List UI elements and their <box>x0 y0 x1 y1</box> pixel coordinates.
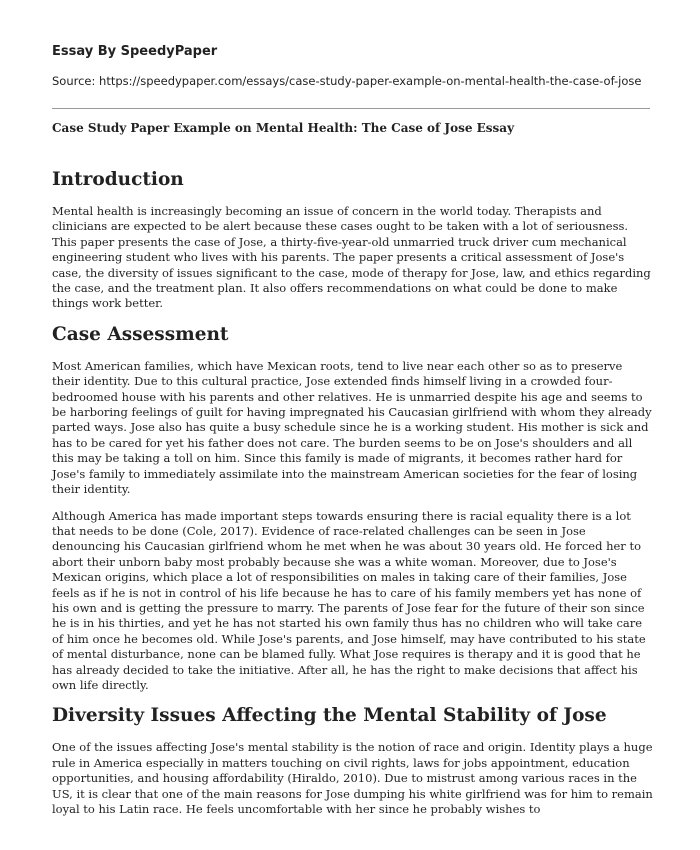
paragraph: Mental health is increasingly becoming an issue of concern in the world today. Therapists and clinicians are expected to be alert because these cases ought to be taken with a lot of seriousness. This paper presents the case of Jose, a thirty-five-year-old unmarried truck driver cum mechanical engineering student who lives with his parents. The paper presents a critical assessment of Jose's case, the diversity of issues significant to the case, mode of therapy for Jose, law, and ethics regarding the case, and the treatment plan. It also offers recommendations on what could be done to make things work better. <box>52 204 651 311</box>
document-title: Case Study Paper Example on Mental Health: The Case of Jose Essay <box>52 121 515 135</box>
paragraph: One of the issues affecting Jose's mental stability is the notion of race and origin. Identity plays a huge rule in America especially in matters touching on civil rights, laws for jobs appointment, education opportunities, and housing affordability (Hiraldo, 2010). Due to mistrust among various races in the US, it is clear that one of the main reasons for Jose dumping his white girlfriend was for him to remain loyal to his Latin race. He feels uncomfortable with her since he probably wishes to <box>52 740 653 816</box>
section-heading-case-assessment: Case Assessment <box>52 323 229 345</box>
paragraph: Although America has made important steps towards ensuring there is racial equality there is a lot that needs to be done (Cole, 2017). Evidence of race-related challenges can be seen in Jose denouncing his Caucasian girlfriend whom he met when he was about 30 years old. He forced her to abort their unborn baby most probably because she was a white woman. Moreover, due to Jose's Mexican origins, which place a lot of responsibilities on males in taking care of their families, Jose feels as if he is not in control of his life because he has to care of his family members yet has none of his own and is getting the pressure to marry. The parents of Jose fear for the future of their son since he is in his thirties, and yet he has not started his own family thus has no children who will take care of him once he becomes old. While Jose's parents, and Jose himself, may have contributed to his state of mental disturbance, none can be blamed fully. What Jose requires is therapy and it is good that he has already decided to take the initiative. After all, he has the right to make decisions that affect his own life directly. <box>52 508 646 692</box>
header-divider <box>52 108 650 109</box>
section-heading-diversity-issues: Diversity Issues Affecting the Mental Stability of Jose <box>52 705 607 727</box>
essay-header <box>52 44 652 89</box>
brand-label: Essay By SpeedyPaper <box>52 44 218 59</box>
paragraph: Most American families, which have Mexican roots, tend to live near each other so as to preserve their identity. Due to this cultural practice, Jose extended finds himself living in a crowded four-bedroomed house with his parents and other relatives. He is unmarried despite his age and seems to be harboring feelings of guilt for having impregnated his Caucasian girlfriend with whom they already parted ways. Jose also has quite a busy schedule since he is a working student. His mother is sick and has to be cared for yet his father does not care. The burden seems to be on Jose's shoulders and all this may be taking a toll on him. Since this family is made of migrants, it becomes rather hard for Jose's family to immediately assimilate into the mainstream American societies for the fear of losing their identity. <box>52 358 652 497</box>
source-line: Source: https://speedypaper.com/essays/case-study-paper-example-on-mental-health-the-case-of-jose <box>52 74 642 88</box>
essay-body <box>52 168 654 828</box>
section-heading-introduction: Introduction <box>52 169 184 190</box>
